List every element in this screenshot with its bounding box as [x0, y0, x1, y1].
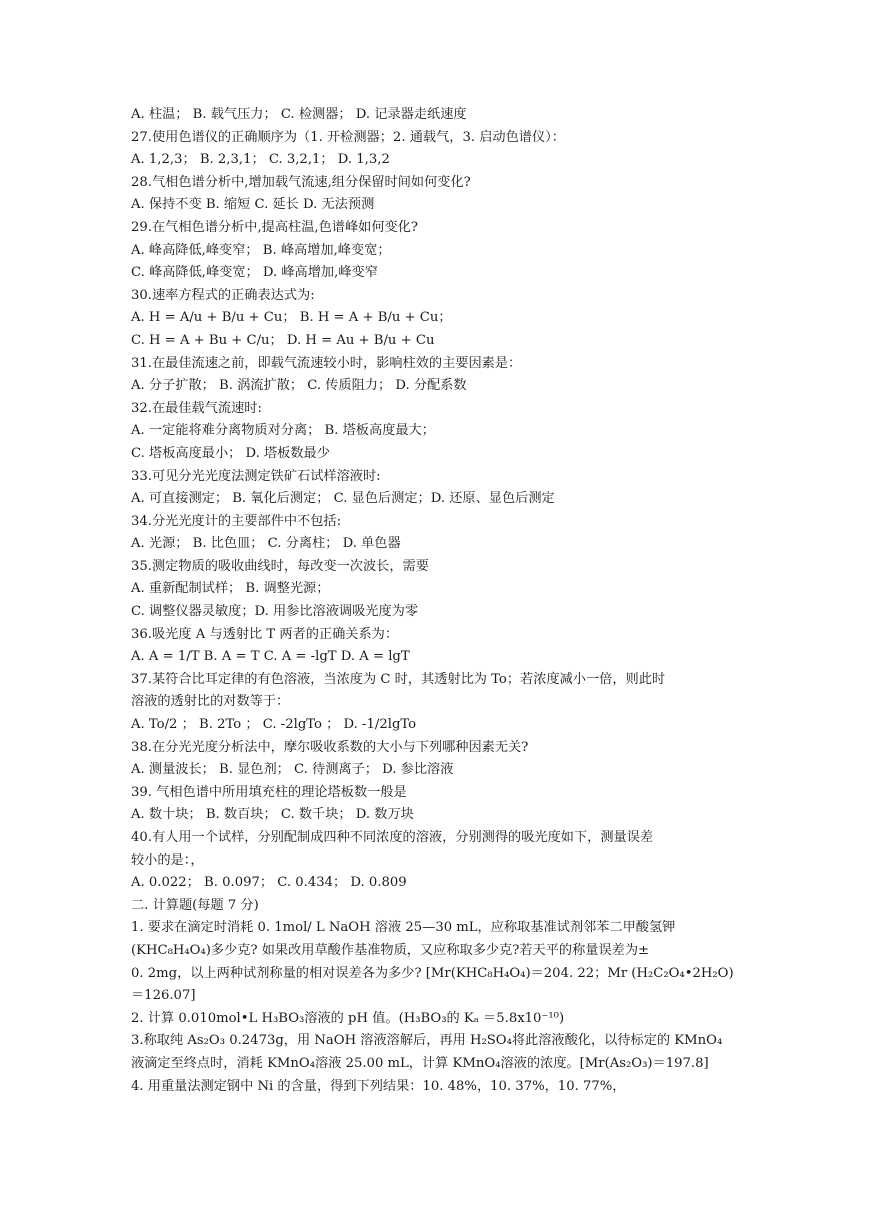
text-line: A. 数十块； B. 数百块； C. 数千块； D. 数万块	[131, 807, 414, 823]
text-line: A. To/2 ； B. 2To ； C. -2lgTo ； D. -1/2lgTo	[131, 717, 417, 733]
calc-question-2: 2. 计算 0.010mol•L H₃BO₃溶液的 pH 值。(H₃BO₃的 Kₐ ＝5.8x10⁻¹⁰)	[131, 1010, 565, 1026]
text-line: A. 一定能将难分离物质对分离； B. 塔板高度最大；	[131, 423, 435, 439]
text-line: A. 柱温； B. 载气压力； C. 检测器； D. 记录器走纸速度	[131, 107, 467, 122]
question-39: 39. 气相色谱中所用填充柱的理论塔板数一般是	[131, 784, 407, 800]
text-line: A. 测量波长； B. 显色剂； C. 待测离子； D. 参比溶液	[131, 762, 454, 778]
text-line: A. 峰高降低,峰变窄； B. 峰高增加,峰变宽；	[131, 242, 391, 258]
section-heading: 二. 计算题(每题 7 分)	[131, 897, 259, 913]
question-35: 35.测定物质的吸收曲线时，每改变一次波长，需要	[131, 558, 429, 574]
question-38: 38.在分光光度分析法中，摩尔吸收系数的大小与下列哪种因素无关?	[131, 739, 529, 755]
question-32: 32.在最佳载气流速时:	[131, 400, 262, 416]
question-28: 28.气相色谱分析中,增加载气流速,组分保留时间如何变化?	[131, 174, 471, 190]
text-line: A. 可直接测定； B. 氧化后测定； C. 显色后测定；D. 还原、显色后测定	[131, 491, 555, 507]
text-line: A. 1,2,3； B. 2,3,1； C. 3,2,1； D. 1,3,2	[131, 152, 390, 168]
text-line: 溶液的透射比的对数等于：	[131, 694, 290, 710]
question-29: 29.在气相色谱分析中,提高柱温,色谱峰如何变化?	[131, 219, 418, 235]
question-31: 31.在最佳流速之前，即载气流速较小时，影响柱效的主要因素是：	[131, 355, 522, 371]
calc-question-3: 3.称取纯 As₂O₃ 0.2473g，用 NaOH 溶液溶解后，再用 H₂SO₄将此溶液酸化，以待标定的 KMnO₄	[131, 1033, 723, 1049]
calc-question-4: 4. 用重量法测定钢中 Ni 的含量，得到下列结果：10. 48%，10. 37%，10. 77%，	[131, 1078, 626, 1094]
text-line: A. A = 1/T B. A = T C. A = -lgT D. A = lgT	[131, 649, 410, 665]
text-line: A. H = A/u + B/u + Cu； B. H = A + B/u + Cu；	[131, 310, 452, 326]
text-line: ＝126.07]	[131, 988, 196, 1004]
text-line: 液滴定至终点时，消耗 KMnO₄溶液 25.00 mL，计算 KMnO₄溶液的浓度。[Mr(As₂O₃)＝197.8]	[131, 1055, 709, 1071]
text-line: C. H = A + Bu + C/u； D. H = Au + B/u + Cu	[131, 332, 435, 348]
text-line: A. 重新配制试样； B. 调整光源；	[131, 581, 330, 597]
calc-question-1: 1. 要求在滴定时消耗 0. 1mol/ L NaOH 溶液 25—30 mL，应称取基准试剂邻苯二甲酸氢钾	[131, 920, 676, 936]
question-27: 27.使用色谱仪的正确顺序为（1. 开检测器；2. 通载气，3. 启动色谱仪）：	[131, 129, 565, 145]
text-line: (KHC₈H₄O₄)多少克? 如果改用草酸作基准物质，又应称取多少克?若天平的称量误差为±	[131, 942, 650, 958]
document-page	[131, 104, 741, 1098]
text-line: A. 0.022； B. 0.097； C. 0.434； D. 0.809	[131, 875, 407, 891]
text-line: A. 光源； B. 比色皿； C. 分离柱； D. 单色器	[131, 536, 401, 552]
text-line: 较小的是：，	[131, 852, 204, 868]
text-line: 0. 2mg，以上两种试剂称量的相对误差各为多少? [Mr(KHC₈H₄O₄)＝204. 22；Mr (H₂C₂O₄•2H₂O)	[131, 965, 734, 981]
text-line: A. 保持不变 B. 缩短 C. 延长 D. 无法预测	[131, 197, 375, 213]
question-36: 36.吸光度 A 与透射比 T 两者的正确关系为：	[131, 626, 399, 642]
text-line: C. 调整仪器灵敏度；D. 用参比溶液调吸光度为零	[131, 604, 419, 620]
question-30: 30.速率方程式的正确表达式为:	[131, 287, 315, 303]
question-37: 37.某符合比耳定律的有色溶液，当浓度为 C 时，其透射比为 To；若浓度减小一倍，则此时	[131, 671, 666, 687]
question-40: 40.有人用一个试样，分别配制成四种不同浓度的溶液，分别测得的吸光度如下，测量误差	[131, 830, 654, 845]
question-33: 33.可见分光光度法测定铁矿石试样溶液时:	[131, 468, 381, 484]
text-line: C. 塔板高度最小； D. 塔板数最少	[131, 445, 330, 461]
question-34: 34.分光光度计的主要部件中不包括:	[131, 513, 342, 529]
text-line: A. 分子扩散； B. 涡流扩散； C. 传质阻力； D. 分配系数	[131, 378, 467, 394]
text-line: C. 峰高降低,峰变宽； D. 峰高增加,峰变窄	[131, 265, 378, 281]
